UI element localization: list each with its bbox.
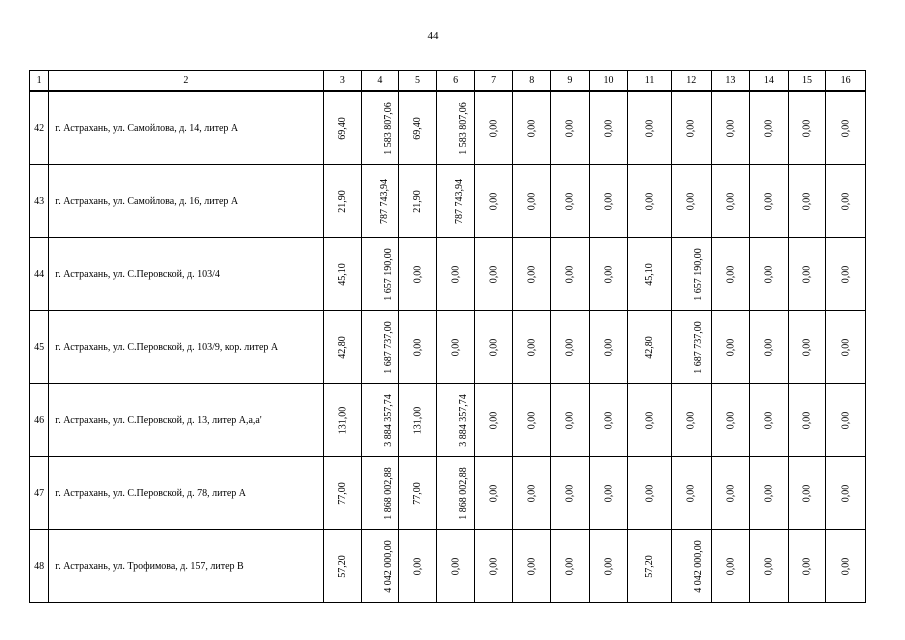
value-text: 0,00	[602, 338, 614, 356]
value-text: 0,00	[564, 411, 576, 429]
value-cell	[671, 238, 711, 311]
value-text: 0,00	[412, 557, 423, 575]
address-cell: г. Астрахань, ул. Самойлова, д. 14, литер А	[49, 91, 323, 165]
value-text: 0,00	[450, 338, 462, 356]
header-row	[30, 71, 866, 92]
value-text: 77,00	[336, 481, 348, 505]
value-text: 0,00	[564, 265, 576, 283]
value-cell	[628, 238, 672, 311]
value-cell	[826, 91, 866, 165]
value-text: 0,00	[526, 484, 538, 502]
value-text: 787 743,94	[379, 178, 391, 224]
value-text: 1 868 002,88	[382, 466, 394, 520]
value-cell	[362, 311, 399, 384]
value-cell	[711, 311, 750, 384]
value-text: 69,40	[336, 116, 348, 140]
value-cell	[362, 384, 399, 457]
value-text: 0,00	[763, 192, 775, 210]
value-text: 45,10	[336, 262, 348, 286]
value-text: 1 583 807,06	[382, 101, 394, 155]
value-text: 0,00	[685, 484, 697, 502]
value-text: 0,00	[801, 119, 813, 137]
value-cell	[589, 530, 628, 603]
value-text: 0,00	[724, 411, 736, 429]
value-text: 131,00	[412, 406, 423, 434]
value-text: 0,00	[763, 265, 775, 283]
value-text: 0,00	[724, 119, 736, 137]
value-text: 0,00	[801, 557, 813, 575]
value-text: 1 687 737,00	[382, 320, 394, 374]
value-cell	[788, 384, 826, 457]
value-cell	[671, 457, 711, 530]
value-cell	[750, 91, 789, 165]
value-cell	[474, 165, 513, 238]
value-cell	[671, 530, 711, 603]
value-text: 0,00	[840, 192, 852, 210]
value-text: 0,00	[564, 557, 576, 575]
value-text: 0,00	[602, 557, 614, 575]
value-text: 787 743,94	[454, 178, 466, 224]
value-cell	[437, 238, 475, 311]
value-cell	[513, 311, 551, 384]
value-text: 0,00	[602, 119, 614, 137]
value-text: 0,00	[526, 411, 538, 429]
column-header: 15	[788, 71, 826, 92]
value-cell	[398, 91, 437, 165]
value-text: 0,00	[564, 484, 576, 502]
value-cell	[474, 238, 513, 311]
value-text: 0,00	[526, 119, 538, 137]
value-cell	[398, 384, 437, 457]
value-cell	[711, 457, 750, 530]
value-text: 0,00	[488, 119, 500, 137]
value-text: 1 657 190,00	[692, 247, 704, 301]
value-cell	[826, 238, 866, 311]
value-text: 131,00	[336, 406, 348, 434]
value-text: 21,90	[336, 189, 348, 213]
column-header: 3	[323, 71, 362, 92]
value-text: 0,00	[564, 338, 576, 356]
value-cell	[513, 457, 551, 530]
value-cell	[513, 91, 551, 165]
value-text: 69,40	[412, 116, 423, 140]
value-text: 0,00	[724, 484, 736, 502]
value-text: 42,80	[644, 335, 656, 359]
value-cell	[362, 457, 399, 530]
value-cell	[474, 530, 513, 603]
value-text: 0,00	[644, 411, 656, 429]
value-cell	[628, 457, 672, 530]
value-cell	[826, 165, 866, 238]
value-text: 0,00	[644, 484, 656, 502]
value-cell	[323, 530, 362, 603]
value-cell	[826, 384, 866, 457]
value-cell	[437, 457, 475, 530]
value-text: 0,00	[450, 265, 462, 283]
value-cell	[437, 384, 475, 457]
table-row	[30, 165, 866, 238]
value-text: 0,00	[801, 484, 813, 502]
value-text: 0,00	[602, 484, 614, 502]
row-number: 48	[30, 530, 49, 603]
value-cell	[362, 530, 399, 603]
value-text: 0,00	[526, 557, 538, 575]
value-text: 0,00	[763, 411, 775, 429]
value-cell	[323, 238, 362, 311]
value-cell	[323, 311, 362, 384]
value-cell	[362, 165, 399, 238]
value-cell	[551, 530, 590, 603]
value-cell	[474, 311, 513, 384]
value-cell	[589, 457, 628, 530]
table-row	[30, 238, 866, 311]
column-header: 8	[513, 71, 551, 92]
column-header: 10	[589, 71, 628, 92]
value-cell	[362, 238, 399, 311]
column-header: 4	[362, 71, 399, 92]
value-text: 0,00	[801, 411, 813, 429]
value-text: 0,00	[763, 119, 775, 137]
value-text: 0,00	[488, 484, 500, 502]
value-cell	[474, 457, 513, 530]
value-cell	[628, 530, 672, 603]
value-cell	[750, 457, 789, 530]
column-header: 13	[711, 71, 750, 92]
page-number: 44	[427, 30, 439, 42]
value-cell	[323, 457, 362, 530]
table-row	[30, 311, 866, 384]
value-cell	[671, 91, 711, 165]
address-cell: г. Астрахань, ул. С.Перовской, д. 78, литер А	[49, 457, 323, 530]
value-text: 0,00	[526, 338, 538, 356]
value-cell	[513, 384, 551, 457]
value-text: 0,00	[564, 119, 576, 137]
row-number: 44	[30, 238, 49, 311]
column-header: 9	[551, 71, 590, 92]
value-text: 0,00	[840, 119, 852, 137]
value-cell	[398, 238, 437, 311]
value-cell	[750, 311, 789, 384]
value-text: 0,00	[840, 265, 852, 283]
address-cell: г. Астрахань, ул. С.Перовской, д. 103/9, кор. литер А	[49, 311, 323, 384]
value-text: 45,10	[644, 262, 656, 286]
value-text: 77,00	[412, 481, 423, 505]
value-cell	[513, 238, 551, 311]
value-text: 0,00	[412, 338, 423, 356]
value-text: 0,00	[488, 265, 500, 283]
value-text: 0,00	[685, 119, 697, 137]
value-text: 0,00	[801, 338, 813, 356]
column-header: 5	[398, 71, 437, 92]
value-text: 0,00	[602, 192, 614, 210]
value-cell	[750, 530, 789, 603]
value-cell	[551, 457, 590, 530]
value-cell	[398, 530, 437, 603]
value-cell	[323, 384, 362, 457]
value-text: 0,00	[685, 192, 697, 210]
value-cell	[711, 530, 750, 603]
value-text: 0,00	[724, 265, 736, 283]
value-text: 1 657 190,00	[382, 247, 394, 301]
value-text: 21,90	[412, 189, 423, 213]
value-text: 0,00	[840, 484, 852, 502]
value-cell	[788, 91, 826, 165]
value-text: 0,00	[763, 557, 775, 575]
value-cell	[671, 311, 711, 384]
value-cell	[551, 165, 590, 238]
value-cell	[474, 91, 513, 165]
value-cell	[437, 311, 475, 384]
table-row	[30, 530, 866, 603]
value-cell	[671, 165, 711, 238]
value-text: 0,00	[801, 265, 813, 283]
value-cell	[362, 91, 399, 165]
value-cell	[628, 311, 672, 384]
value-cell	[711, 165, 750, 238]
value-cell	[323, 91, 362, 165]
value-cell	[513, 165, 551, 238]
column-header: 1	[30, 71, 49, 92]
value-text: 42,80	[336, 335, 348, 359]
value-text: 0,00	[724, 338, 736, 356]
value-cell	[513, 530, 551, 603]
value-cell	[750, 238, 789, 311]
value-text: 0,00	[488, 557, 500, 575]
column-header: 2	[49, 71, 323, 92]
table-row	[30, 91, 866, 165]
value-text: 0,00	[724, 557, 736, 575]
row-number: 43	[30, 165, 49, 238]
column-header: 7	[474, 71, 513, 92]
value-cell	[551, 238, 590, 311]
value-text: 0,00	[488, 338, 500, 356]
value-cell	[551, 384, 590, 457]
value-cell	[628, 91, 672, 165]
table-row	[30, 384, 866, 457]
row-number: 46	[30, 384, 49, 457]
value-text: 0,00	[450, 557, 462, 575]
value-text: 0,00	[488, 192, 500, 210]
value-text: 0,00	[644, 119, 656, 137]
value-text: 0,00	[644, 192, 656, 210]
value-cell	[323, 165, 362, 238]
value-cell	[589, 238, 628, 311]
value-text: 57,20	[336, 554, 348, 578]
value-text: 4 042 000,00	[692, 539, 704, 593]
value-cell	[398, 457, 437, 530]
value-cell	[711, 238, 750, 311]
value-text: 1 583 807,06	[458, 101, 470, 155]
column-header: 14	[750, 71, 789, 92]
value-text: 57,20	[644, 554, 656, 578]
value-text: 0,00	[763, 484, 775, 502]
data-table	[29, 70, 866, 603]
value-cell	[750, 384, 789, 457]
value-cell	[826, 530, 866, 603]
value-cell	[628, 165, 672, 238]
row-number: 45	[30, 311, 49, 384]
value-cell	[589, 384, 628, 457]
value-cell	[551, 311, 590, 384]
value-text: 0,00	[526, 265, 538, 283]
value-text: 0,00	[801, 192, 813, 210]
value-cell	[589, 91, 628, 165]
address-cell: г. Астрахань, ул. С.Перовской, д. 13, литер А,а,а'	[49, 384, 323, 457]
value-text: 0,00	[840, 338, 852, 356]
value-cell	[437, 91, 475, 165]
value-cell	[788, 165, 826, 238]
value-text: 0,00	[602, 265, 614, 283]
address-cell: г. Астрахань, ул. С.Перовской, д. 103/4	[49, 238, 323, 311]
value-text: 1 868 002,88	[458, 466, 470, 520]
value-cell	[671, 384, 711, 457]
address-cell: г. Астрахань, ул. Самойлова, д. 16, литер А	[49, 165, 323, 238]
value-text: 0,00	[564, 192, 576, 210]
value-cell	[437, 165, 475, 238]
value-text: 0,00	[840, 411, 852, 429]
value-cell	[551, 91, 590, 165]
value-cell	[474, 384, 513, 457]
value-text: 0,00	[724, 192, 736, 210]
value-cell	[628, 384, 672, 457]
table-body	[30, 91, 866, 603]
address-cell: г. Астрахань, ул. Трофимова, д. 157, литер В	[49, 530, 323, 603]
value-cell	[589, 311, 628, 384]
value-text: 0,00	[840, 557, 852, 575]
value-cell	[711, 91, 750, 165]
value-text: 1 687 737,00	[692, 320, 704, 374]
value-text: 4 042 000,00	[382, 539, 394, 593]
value-text: 0,00	[526, 192, 538, 210]
row-number: 42	[30, 91, 49, 165]
column-header: 12	[671, 71, 711, 92]
value-cell	[788, 530, 826, 603]
value-cell	[437, 530, 475, 603]
value-cell	[750, 165, 789, 238]
column-header: 16	[826, 71, 866, 92]
value-text: 3 884 357,74	[382, 393, 394, 447]
value-cell	[788, 457, 826, 530]
value-text: 0,00	[412, 265, 423, 283]
table-row	[30, 457, 866, 530]
column-header: 6	[437, 71, 475, 92]
value-text: 0,00	[602, 411, 614, 429]
value-text: 0,00	[488, 411, 500, 429]
value-cell	[711, 384, 750, 457]
value-text: 0,00	[685, 411, 697, 429]
value-cell	[826, 311, 866, 384]
column-header: 11	[628, 71, 672, 92]
value-cell	[398, 311, 437, 384]
value-text: 0,00	[763, 338, 775, 356]
value-cell	[398, 165, 437, 238]
value-cell	[826, 457, 866, 530]
row-number: 47	[30, 457, 49, 530]
value-cell	[589, 165, 628, 238]
value-cell	[788, 238, 826, 311]
value-cell	[788, 311, 826, 384]
value-text: 3 884 357,74	[458, 393, 470, 447]
